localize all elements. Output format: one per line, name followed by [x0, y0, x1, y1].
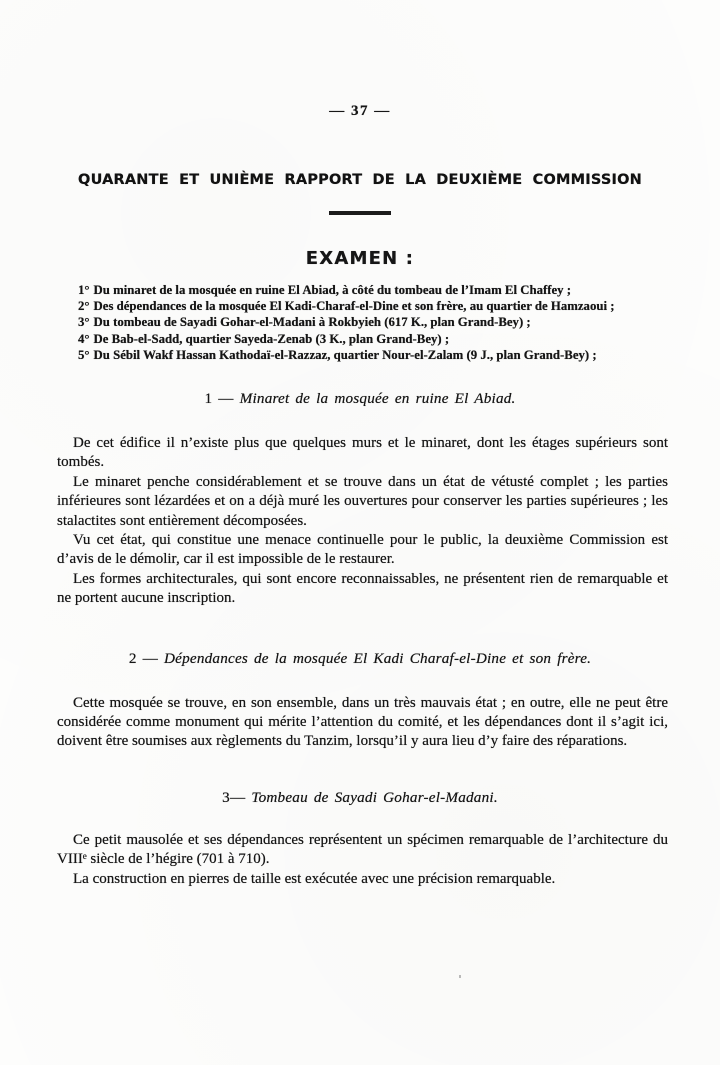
section-number: 3— [222, 788, 246, 806]
report-title: QUARANTE ET UNIÈME RAPPORT DE LA DEUXIÈME COMMISSION [78, 172, 642, 188]
section-1-body [0, 434, 720, 609]
item-text: Du tombeau de Sayadi Gohar-el-Madani à Rokbyieh (617 K., plan Grand-Bey) ; [93, 315, 531, 330]
paragraph: La construction en pierres de taille est exécutée avec une précision remarquable. [73, 870, 556, 887]
title-divider [329, 211, 391, 215]
item-text: De Bab-el-Sadd, quartier Sayeda-Zenab (3 K., plan Grand-Bey) ; [93, 331, 450, 346]
item-number: 3° [78, 315, 90, 330]
section-number: 2 — [128, 649, 158, 667]
examen-item-3 [78, 314, 668, 330]
scan-artifact [459, 975, 461, 978]
section-number: 1 — [204, 390, 234, 408]
paragraph: Le minaret penche considérablement et se trouve dans un état de vétusté complet ; les parties inférieures sont lézardées et on a déjà muré les ouvertures pour conserver les parties supérieures ; les stalactites sont entièrement décomposées. [57, 473, 668, 529]
section-1-heading [0, 390, 720, 408]
examen-list [0, 282, 720, 363]
item-text: Du Sébil Wakf Hassan Kathodaï-el-Razzaz, quartier Nour-el-Zalam (9 J., plan Grand-Bey) ; [93, 347, 597, 362]
section-2-heading [0, 650, 720, 668]
item-number: 4° [78, 331, 90, 346]
item-text: Du minaret de la mosquée en ruine El Abiad, à côté du tombeau de l’Imam El Chaffey ; [93, 283, 572, 297]
section-title: Tombeau de Sayadi Gohar-el-Madani. [251, 788, 498, 806]
paragraph: De cet édifice il n’existe plus que quelques murs et le minaret, dont les étages supérieurs sont tombés. [57, 435, 668, 471]
item-number: 2° [78, 299, 90, 314]
paragraph: Cette mosquée se trouve, en son ensemble, dans un très mauvais état ; en outre, elle ne peut être considérée comme monument qui mérite l’attention du comité, et les dépendances dont il s’agit ici, doivent être soumises aux règlements du Tanzim, lorsqu’il y aura lieu d’y faire des réparations. [57, 694, 668, 750]
section-title: Dépendances de la mosquée El Kadi Charaf-el-Dine et son frère. [164, 649, 592, 667]
examen-heading: EXAMEN : [305, 248, 415, 269]
page-number: — 37 — [329, 103, 391, 119]
section-3-body [0, 831, 720, 889]
examen-item-1 [78, 282, 668, 298]
paragraph: Vu cet état, qui constitue une menace continuelle pour le public, la deuxième Commission est d’avis de le démolir, car il est impossible de le restaurer. [57, 532, 668, 568]
item-number: 1° [78, 283, 90, 297]
paragraph: Ce petit mausolée et ses dépendances représentent un spécimen remarquable de l’architecture du VIIIᵉ siècle de l’hégire (701 à 710). [57, 831, 668, 868]
section-2-body [0, 694, 720, 752]
paragraph: Les formes architecturales, qui sont encore reconnaissables, ne présentent rien de remarquable et ne portent aucune inscription. [57, 570, 668, 607]
examen-item-2 [78, 298, 668, 314]
examen-item-5 [78, 347, 668, 363]
section-title: Minaret de la mosquée en ruine El Abiad. [239, 390, 516, 408]
item-number: 5° [78, 347, 90, 362]
item-text: Des dépendances de la mosquée El Kadi-Charaf-el-Dine et son frère, au quartier de Hamzaoui ; [93, 299, 615, 314]
section-3-heading [0, 789, 720, 807]
examen-item-4 [78, 331, 668, 347]
